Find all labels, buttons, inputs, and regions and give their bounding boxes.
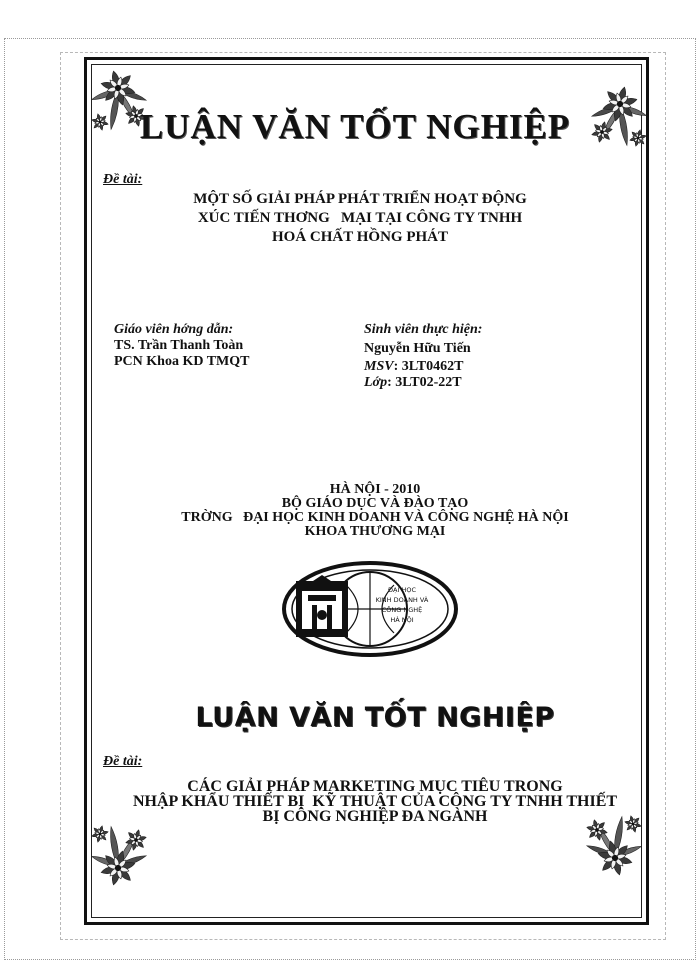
- place-year: HÀ NỘI - 2010: [329, 482, 421, 497]
- student-heading: Sinh viên thực hiện:: [364, 322, 483, 337]
- topic-line: BỊ CÔNG NGHIỆP ĐA NGÀNH: [262, 808, 488, 825]
- flower-ornament-icon: [88, 818, 158, 898]
- topic-line: MỘT SỐ GIẢI PHÁP PHÁT TRIỂN HOẠT ĐỘNG: [193, 191, 527, 207]
- university-logo: [282, 561, 458, 657]
- flower-ornament-icon: [580, 74, 650, 154]
- university-name: TRỜNG ĐẠI HỌC KINH DOANH VÀ CÔNG NGHỆ HÀ NỘI: [181, 510, 569, 525]
- logo-text-line: ĐẠI HỌC: [387, 586, 417, 594]
- ministry-name: BỘ GIÁO DỤC VÀ ĐÀO TẠO: [281, 496, 469, 511]
- topic-label: Đề tài:: [103, 172, 143, 187]
- thesis-title: LUẬN VĂN TỐT NGHIỆP: [139, 107, 571, 146]
- topic-text-secondary: [100, 779, 650, 824]
- logo-text-line: CÔNG NGHỆ: [381, 606, 423, 614]
- student-class: [364, 375, 594, 391]
- advisor-block: [114, 322, 334, 370]
- student-block: [364, 322, 594, 391]
- msv-label: MSV: [364, 359, 394, 374]
- logo-text-line: HÀ NỘI: [390, 616, 414, 624]
- topic-label-secondary: Đề tài:: [103, 754, 143, 769]
- advisor-heading: Giáo viên hớng dẫn:: [114, 322, 234, 337]
- advisor-name: TS. Trần Thanh Toàn: [114, 338, 244, 353]
- class-value: : 3LT02-22T: [387, 375, 462, 390]
- student-name: Nguyễn Hữu Tiến: [364, 341, 471, 356]
- logo-text-line: KINH DOANH VÀ: [375, 596, 429, 604]
- topic-line: XÚC TIẾN THƠNG MẠI TẠI CÔNG TY TNHH: [197, 210, 523, 226]
- topic-line: HOÁ CHẤT HỒNG PHÁT: [272, 229, 448, 245]
- student-msv: [364, 359, 594, 375]
- institution-block: [110, 483, 640, 539]
- topic-line: NHẬP KHẨU THIẾT BỊ KỸ THUẬT CỦA CÔNG TY TNHH THIẾT: [132, 793, 618, 810]
- class-label: Lớp: [364, 375, 388, 390]
- thesis-title-secondary: LUẬN VĂN TỐT NGHIỆP: [195, 702, 555, 733]
- msv-value: : 3LT0462T: [393, 359, 464, 374]
- advisor-position: PCN Khoa KD TMQT: [114, 354, 250, 369]
- topic-text: [140, 190, 580, 247]
- topic-line: CÁC GIẢI PHÁP MARKETING MỤC TIÊU TRONG: [187, 778, 563, 795]
- faculty-name: KHOA THƯƠNG MẠI: [304, 524, 446, 539]
